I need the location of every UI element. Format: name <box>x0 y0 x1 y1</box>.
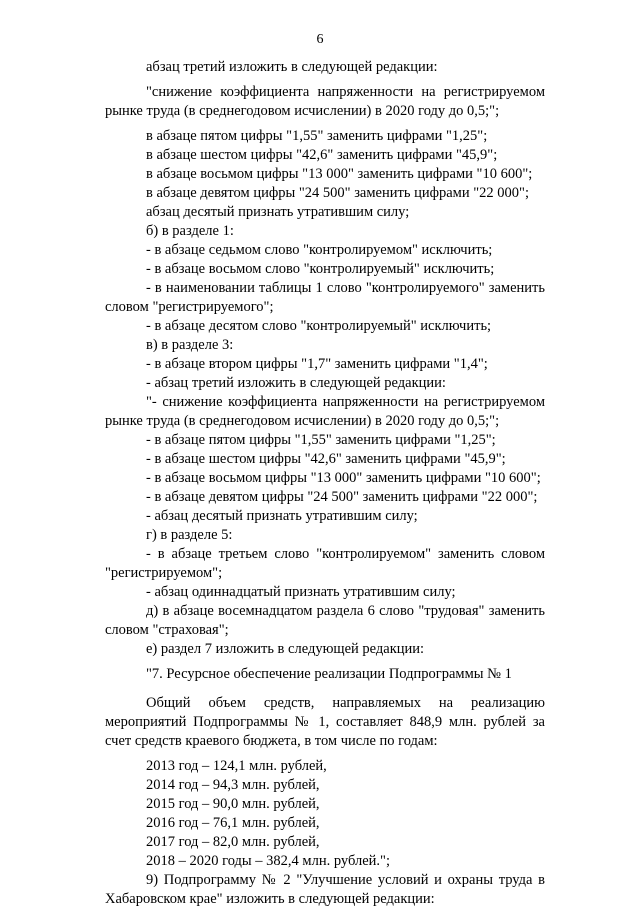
paragraph: в) в разделе 3: <box>146 337 234 353</box>
paragraph: абзац десятый признать утратившим силу; <box>146 204 410 220</box>
paragraph: б) в разделе 1: <box>146 223 234 239</box>
paragraph: Общий объем средств, направляемых на реализацию мероприятий Подпрограммы № 1, составляет 848,9 млн. рублей за счет средств краевого бюджета, в том числе по годам: <box>105 695 545 749</box>
paragraph: - в абзаце седьмом слово "контролируемом" исключить; <box>146 242 493 258</box>
paragraph: - в абзаце восьмом цифры "13 000" заменить цифрами "10 600"; <box>146 470 541 486</box>
paragraph: 9) Подпрограмму № 2 "Улучшение условий и охраны труда в Хабаровском крае" изложить в следующей редакции: <box>105 872 545 907</box>
paragraph: - в абзаце десятом слово "контролируемый" исключить; <box>146 318 492 334</box>
document-body <box>105 58 545 909</box>
paragraph: "- снижение коэффициента напряженности на регистрируемом рынке труда (в среднегодовом исчислении) в 2020 году до 0,5;"; <box>105 394 545 429</box>
paragraph: - в наименовании таблицы 1 слово "контролируемого" заменить словом "регистрируемого"; <box>105 280 545 315</box>
list-item: 2015 год – 90,0 млн. рублей, <box>146 796 320 812</box>
paragraph: - в абзаце восьмом слово "контролируемый" исключить; <box>146 261 495 277</box>
paragraph: в абзаце девятом цифры "24 500" заменить цифрами "22 000"; <box>146 185 529 201</box>
paragraph: в абзаце пятом цифры "1,55" заменить цифрами "1,25"; <box>146 128 488 144</box>
paragraph: - абзац десятый признать утратившим силу; <box>146 508 418 524</box>
page-number: 6 <box>316 32 324 47</box>
paragraph: - в абзаце третьем слово "контролируемом" заменить словом "регистрируемом"; <box>105 546 545 581</box>
paragraph: абзац третий изложить в следующей редакции: <box>146 59 438 75</box>
paragraph: - в абзаце шестом цифры "42,6" заменить цифрами "45,9"; <box>146 451 506 467</box>
paragraph: - в абзаце девятом цифры "24 500" заменить цифрами "22 000"; <box>146 489 538 505</box>
list-item: 2017 год – 82,0 млн. рублей, <box>146 834 320 850</box>
paragraph: в абзаце шестом цифры "42,6" заменить цифрами "45,9"; <box>146 147 498 163</box>
paragraph: - в абзаце втором цифры "1,7" заменить цифрами "1,4"; <box>146 356 488 372</box>
paragraph: в абзаце восьмом цифры "13 000" заменить цифрами "10 600"; <box>146 166 533 182</box>
paragraph: - абзац одиннадцатый признать утратившим силу; <box>146 584 456 600</box>
list-item: 2016 год – 76,1 млн. рублей, <box>146 815 320 831</box>
list-item: 2018 – 2020 годы – 382,4 млн. рублей."; <box>146 853 390 869</box>
paragraph: е) раздел 7 изложить в следующей редакции: <box>146 641 425 657</box>
list-item: 2014 год – 94,3 млн. рублей, <box>146 777 320 793</box>
list-item: 2013 год – 124,1 млн. рублей, <box>146 758 327 774</box>
section-heading: "7. Ресурсное обеспечение реализации Подпрограммы № 1 <box>146 666 512 682</box>
paragraph: "снижение коэффициента напряженности на регистрируемом рынке труда (в среднегодовом исчислении) в 2020 году до 0,5;"; <box>105 84 545 119</box>
paragraph: - в абзаце пятом цифры "1,55" заменить цифрами "1,25"; <box>146 432 496 448</box>
paragraph: - абзац третий изложить в следующей редакции: <box>146 375 446 391</box>
paragraph: д) в абзаце восемнадцатом раздела 6 слово "трудовая" заменить словом "страховая"; <box>105 603 545 638</box>
paragraph: г) в разделе 5: <box>146 527 233 543</box>
